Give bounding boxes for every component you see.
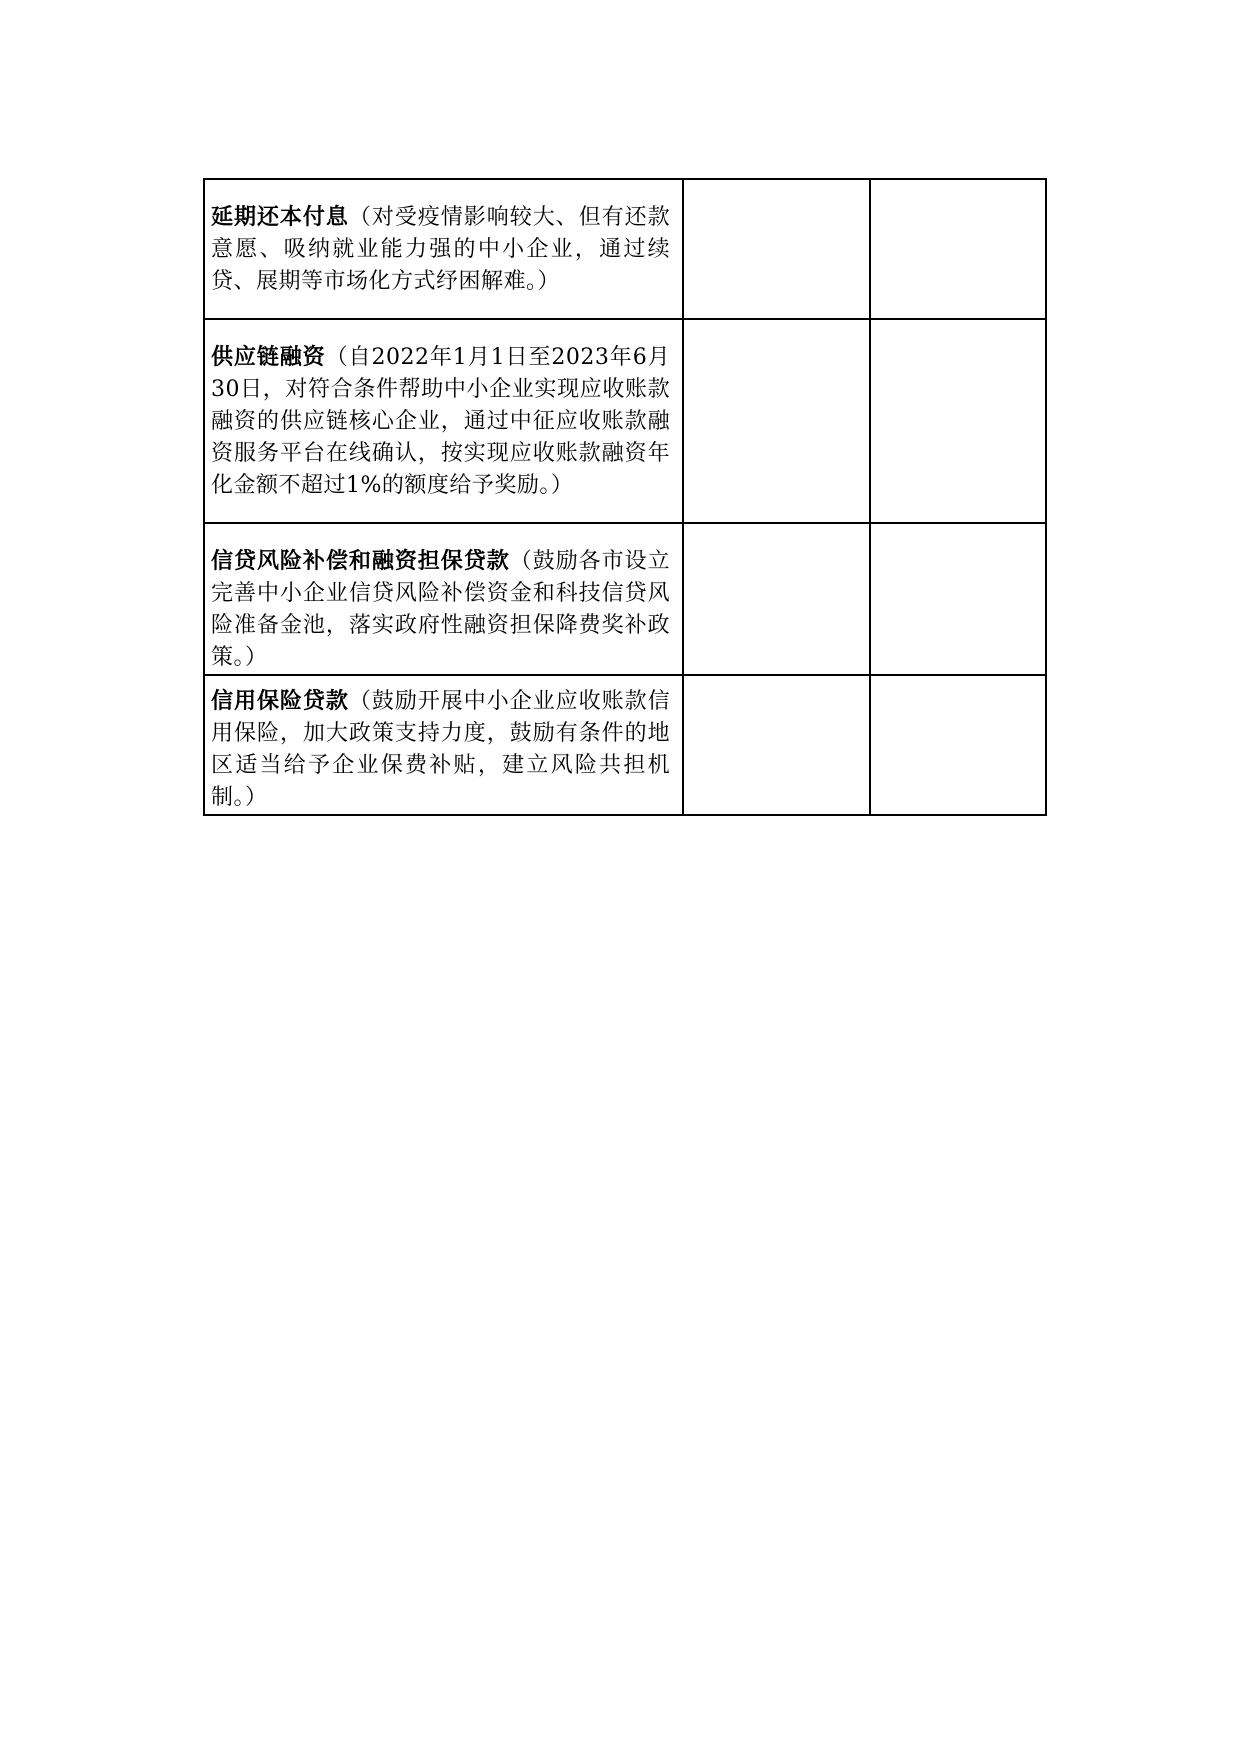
policy-title: 延期还本付息 xyxy=(211,205,349,230)
policy-detail: （对受疫情影响较大、但有还款意愿、吸纳就业能力强的中小企业，通过续贷、展期等市场化方式纾困解难。） xyxy=(211,205,671,294)
blank-cell-col2 xyxy=(683,179,869,319)
blank-cell-col2 xyxy=(683,523,869,675)
policy-detail: （鼓励开展中小企业应收账款信用保险，加大政策支持力度，鼓励有条件的地区适当给予企业保费补贴，建立风险共担机制。） xyxy=(211,689,671,810)
policy-title: 供应链融资 xyxy=(211,345,326,370)
table-row xyxy=(204,179,1046,319)
blank-cell-col2 xyxy=(683,319,869,523)
policy-detail: （鼓励各市设立完善中小企业信贷风险补偿资金和科技信贷风险准备金池，落实政府性融资担保降费奖补政策。） xyxy=(211,549,671,670)
blank-cell-col3 xyxy=(870,179,1046,319)
blank-cell-col3 xyxy=(870,523,1046,675)
policy-description-cell xyxy=(204,319,683,523)
policy-title: 信用保险贷款 xyxy=(211,689,349,714)
policy-title: 信贷风险补偿和融资担保贷款 xyxy=(211,549,510,574)
policy-description-cell xyxy=(204,179,683,319)
policy-description-cell xyxy=(204,675,683,815)
policy-description-cell xyxy=(204,523,683,675)
policy-table xyxy=(203,178,1047,816)
table-row xyxy=(204,319,1046,523)
blank-cell-col2 xyxy=(683,675,869,815)
table-row xyxy=(204,523,1046,675)
blank-cell-col3 xyxy=(870,319,1046,523)
policy-detail: （自2022年1月1日至2023年6月30日，对符合条件帮助中小企业实现应收账款融资的供应链核心企业，通过中征应收账款融资服务平台在线确认，按实现应收账款融资年化金额不超过1%的额度给予奖励。） xyxy=(211,345,671,498)
blank-cell-col3 xyxy=(870,675,1046,815)
table-row xyxy=(204,675,1046,815)
